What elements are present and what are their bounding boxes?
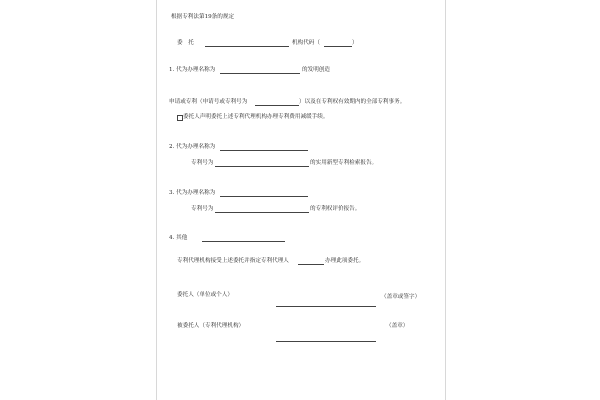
principal-signature-label: 委托人（单位或个人）: [177, 292, 233, 298]
acceptance-suffix: 办理此项委托。: [325, 258, 365, 264]
principal-name-field[interactable]: [205, 46, 289, 47]
item3-patent-number-field[interactable]: [215, 212, 309, 213]
item2-name-field[interactable]: [220, 150, 308, 151]
item3-label: 3. 代为办理名称为: [169, 190, 216, 196]
org-code-close: ）: [352, 40, 358, 46]
item2-patent-prefix: 专利号为: [191, 160, 214, 166]
item3-suffix: 的专利权评价报告。: [310, 206, 361, 212]
principal-label: 委 托: [177, 40, 194, 46]
agent-signature-line[interactable]: [276, 341, 376, 342]
fee-reduction-note: 委托人声明委托上述专利代理机构办理专利费用减缓手续。: [183, 114, 329, 120]
item3-name-field[interactable]: [220, 196, 308, 197]
agent-name-field[interactable]: [298, 264, 324, 265]
org-code-label: 机构代码（: [292, 40, 320, 46]
item1-apply-number-field[interactable]: [255, 105, 299, 106]
header-text: 根据专利法第19条的规定: [171, 14, 235, 20]
item1-label: 1. 代为办理名称为: [169, 67, 216, 73]
item1-apply-suffix: ）以及在专利权有效期内的全部专利事务。: [299, 99, 406, 105]
acceptance-prefix: 专利代理机构接受上述委托并指定专利代理人: [177, 258, 289, 264]
item4-label: 4. 其他: [169, 235, 188, 241]
agent-signature-label: 被委托人（专利代理机构）: [177, 323, 245, 329]
item1-name-field[interactable]: [220, 73, 300, 74]
org-code-field[interactable]: [324, 46, 352, 47]
principal-signature-line[interactable]: [276, 306, 376, 307]
item1-apply-prefix: 申请或专利（申请号或专利号为: [169, 99, 248, 105]
agent-stamp-note: （盖章）: [386, 323, 409, 329]
item2-label: 2. 代为办理名称为: [169, 144, 216, 150]
power-of-attorney-page: [156, 0, 446, 400]
item2-suffix: 的实用新型专利检索报告。: [310, 160, 378, 166]
item4-other-field[interactable]: [202, 241, 285, 242]
item3-patent-prefix: 专利号为: [191, 206, 214, 212]
item2-patent-number-field[interactable]: [215, 166, 309, 167]
item1-suffix: 的发明创造: [302, 67, 330, 73]
principal-stamp-note: （盖章或签字）: [381, 294, 421, 300]
